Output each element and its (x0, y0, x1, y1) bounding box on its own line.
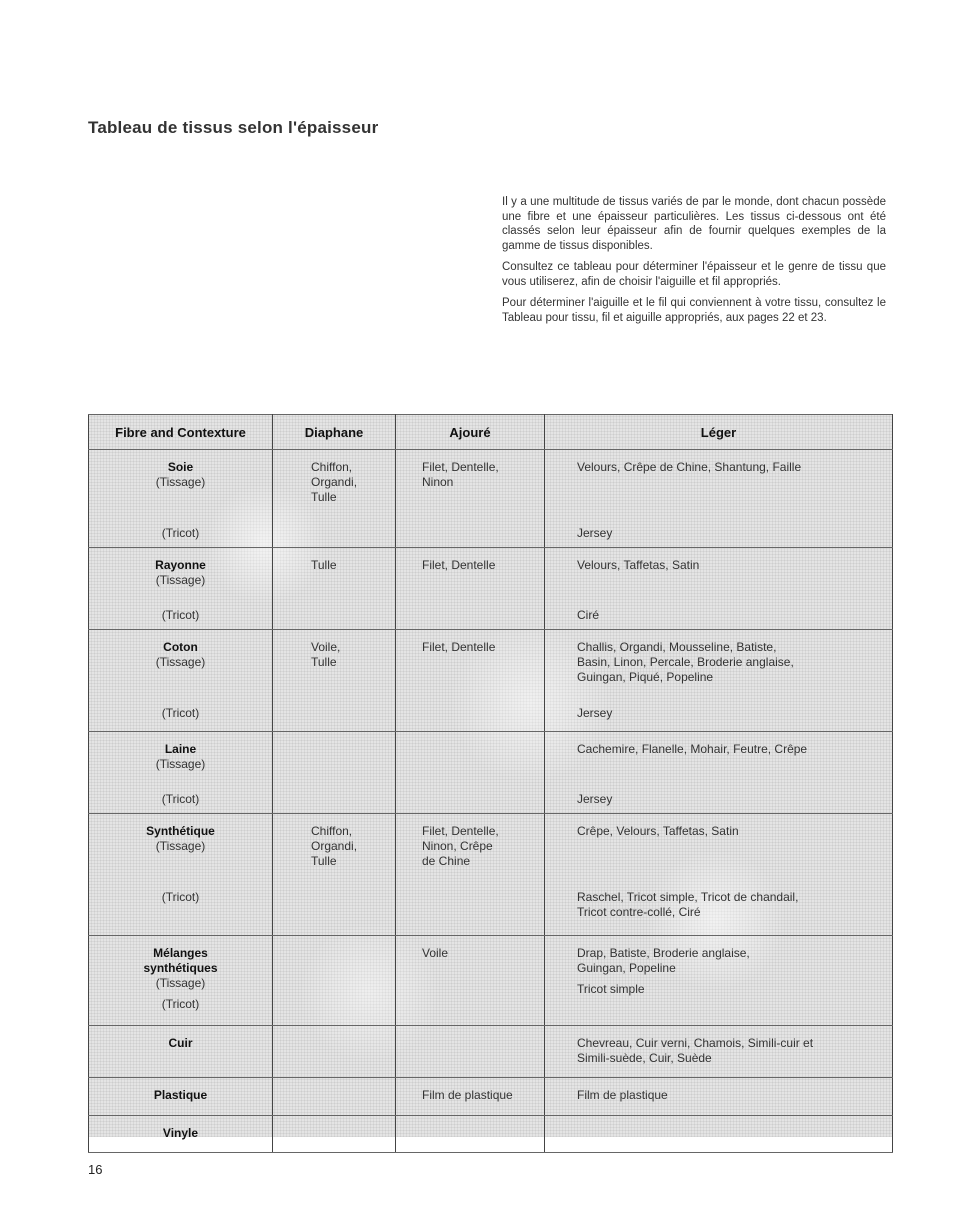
leger-knit-value: Raschel, Tricot simple, Tricot de chandail, Tricot contre-collé, Ciré (577, 890, 799, 919)
leger-woven-value: Velours, Taffetas, Satin (577, 558, 700, 572)
fibre-cell (89, 1116, 273, 1153)
fibre-name: Soie (167, 460, 194, 474)
fibre-name: Rayonne (155, 558, 206, 572)
leger-woven-value: Velours, Crêpe de Chine, Shantung, Faille (577, 460, 802, 474)
ajoure-cell (396, 814, 545, 936)
leger-knit-value: Tricot simple (577, 982, 645, 996)
leger-cell (545, 732, 893, 814)
diaphane-cell (273, 1026, 396, 1078)
ajoure-value: Film de plastique (422, 1088, 513, 1102)
knit-label: (Tricot) (161, 706, 200, 720)
fibre-cell (89, 1078, 273, 1116)
ajoure-value: Filet, Dentelle (422, 640, 496, 654)
fabric-table-container (88, 414, 892, 1140)
leger-knit-value: Jersey (577, 526, 613, 540)
diaphane-cell (273, 1116, 396, 1153)
ajoure-cell (396, 630, 545, 732)
woven-label: (Tissage) (155, 475, 206, 489)
leger-cell (545, 630, 893, 732)
leger-woven-value: Drap, Batiste, Broderie anglaise, Guingan, Popeline (577, 946, 750, 975)
leger-woven-value: Cachemire, Flanelle, Mohair, Feutre, Crêpe (577, 742, 808, 756)
fibre-name: Synthétique (146, 824, 215, 838)
ajoure-value: Filet, Dentelle (422, 558, 496, 572)
diaphane-cell (273, 732, 396, 814)
leger-cell (545, 1078, 893, 1116)
header-leger: Léger (545, 415, 893, 450)
intro-paragraph: Pour déterminer l'aiguille et le fil qui conviennent à votre tissu, consultez le Tableau pour tissu, fil et aiguille appropriés, aux pages 22 et 23. (502, 297, 886, 324)
fibre-cell (89, 936, 273, 1026)
table-row (89, 936, 893, 1026)
leger-knit-value: Jersey (577, 792, 613, 806)
fibre-cell (89, 630, 273, 732)
knit-label: (Tricot) (161, 997, 200, 1011)
fibre-cell (89, 732, 273, 814)
woven-label: (Tissage) (155, 655, 206, 669)
table-header-row (89, 415, 893, 450)
fibre-cell (89, 548, 273, 630)
diaphane-value: Chiffon, Organdi, Tulle (311, 824, 358, 868)
leger-knit-value: Jersey (577, 706, 613, 720)
diaphane-value: Voile, Tulle (311, 640, 341, 669)
header-ajoure: Ajouré (396, 415, 545, 450)
knit-label: (Tricot) (161, 792, 200, 806)
knit-label: (Tricot) (161, 526, 200, 540)
ajoure-value: Filet, Dentelle, Ninon, Crêpe de Chine (422, 824, 499, 868)
fabric-weight-table (88, 414, 893, 1153)
fibre-name: Cuir (168, 1036, 193, 1050)
ajoure-cell (396, 936, 545, 1026)
leger-knit-value: Ciré (577, 608, 600, 622)
fibre-name: Laine (164, 742, 197, 756)
table-body (89, 450, 893, 1153)
leger-cell (545, 548, 893, 630)
diaphane-cell (273, 548, 396, 630)
leger-cell (545, 814, 893, 936)
table-row (89, 630, 893, 732)
page-title: Tableau de tissus selon l'épaisseur (88, 118, 379, 137)
leger-value: Chevreau, Cuir verni, Chamois, Simili-cuir et Simili-suède, Cuir, Suède (577, 1036, 814, 1065)
woven-label: (Tissage) (155, 976, 206, 990)
diaphane-value: Tulle (311, 558, 337, 572)
fibre-name: Plastique (153, 1088, 208, 1102)
woven-label: (Tissage) (155, 757, 206, 771)
fibre-name: Vinyle (162, 1126, 199, 1140)
leger-value: Film de plastique (577, 1088, 668, 1102)
leger-cell (545, 450, 893, 548)
table-row (89, 1078, 893, 1116)
intro-paragraph: Il y a une multitude de tissus variés de par le monde, dont chacun possède une fibre et une épaisseur particulières. Les tissus ci-dessous ont été classés selon leur épaisseur afin de fournir quelques exemples de la gamme de tissus disponibles. (502, 196, 886, 252)
leger-woven-value: Challis, Organdi, Mousseline, Batiste, Basin, Linon, Percale, Broderie anglaise, Guingan, Piqué, Popeline (577, 640, 794, 684)
ajoure-cell (396, 548, 545, 630)
diaphane-cell (273, 630, 396, 732)
knit-label: (Tricot) (161, 608, 200, 622)
leger-cell (545, 936, 893, 1026)
ajoure-value: Voile (422, 946, 449, 960)
diaphane-cell (273, 450, 396, 548)
ajoure-cell (396, 1026, 545, 1078)
woven-label: (Tissage) (155, 573, 206, 587)
table-row (89, 814, 893, 936)
diaphane-value: Chiffon, Organdi, Tulle (311, 460, 358, 504)
diaphane-cell (273, 1078, 396, 1116)
fibre-name: Mélanges synthétiques (143, 946, 218, 975)
leger-woven-value: Crêpe, Velours, Taffetas, Satin (577, 824, 739, 838)
knit-label: (Tricot) (161, 890, 200, 904)
fibre-cell (89, 814, 273, 936)
header-fibre: Fibre and Contexture (89, 415, 273, 450)
intro-text (502, 195, 886, 332)
ajoure-cell (396, 1078, 545, 1116)
table-row (89, 450, 893, 548)
leger-cell (545, 1026, 893, 1078)
leger-cell (545, 1116, 893, 1153)
fibre-cell (89, 1026, 273, 1078)
diaphane-cell (273, 936, 396, 1026)
diaphane-cell (273, 814, 396, 936)
ajoure-value: Filet, Dentelle, Ninon (422, 460, 499, 489)
intro-paragraph: Consultez ce tableau pour déterminer l'épaisseur et le genre de tissu que vous utiliserez, afin de choisir l'aiguille et fil appropriés. (502, 261, 886, 288)
table-row (89, 1116, 893, 1153)
table-row (89, 1026, 893, 1078)
page-number: 16 (88, 1162, 103, 1177)
fibre-name: Coton (163, 640, 198, 654)
header-diaphane: Diaphane (273, 415, 396, 450)
table-row (89, 732, 893, 814)
ajoure-cell (396, 450, 545, 548)
fibre-cell (89, 450, 273, 548)
ajoure-cell (396, 732, 545, 814)
table-row (89, 548, 893, 630)
woven-label: (Tissage) (155, 839, 206, 853)
ajoure-cell (396, 1116, 545, 1153)
